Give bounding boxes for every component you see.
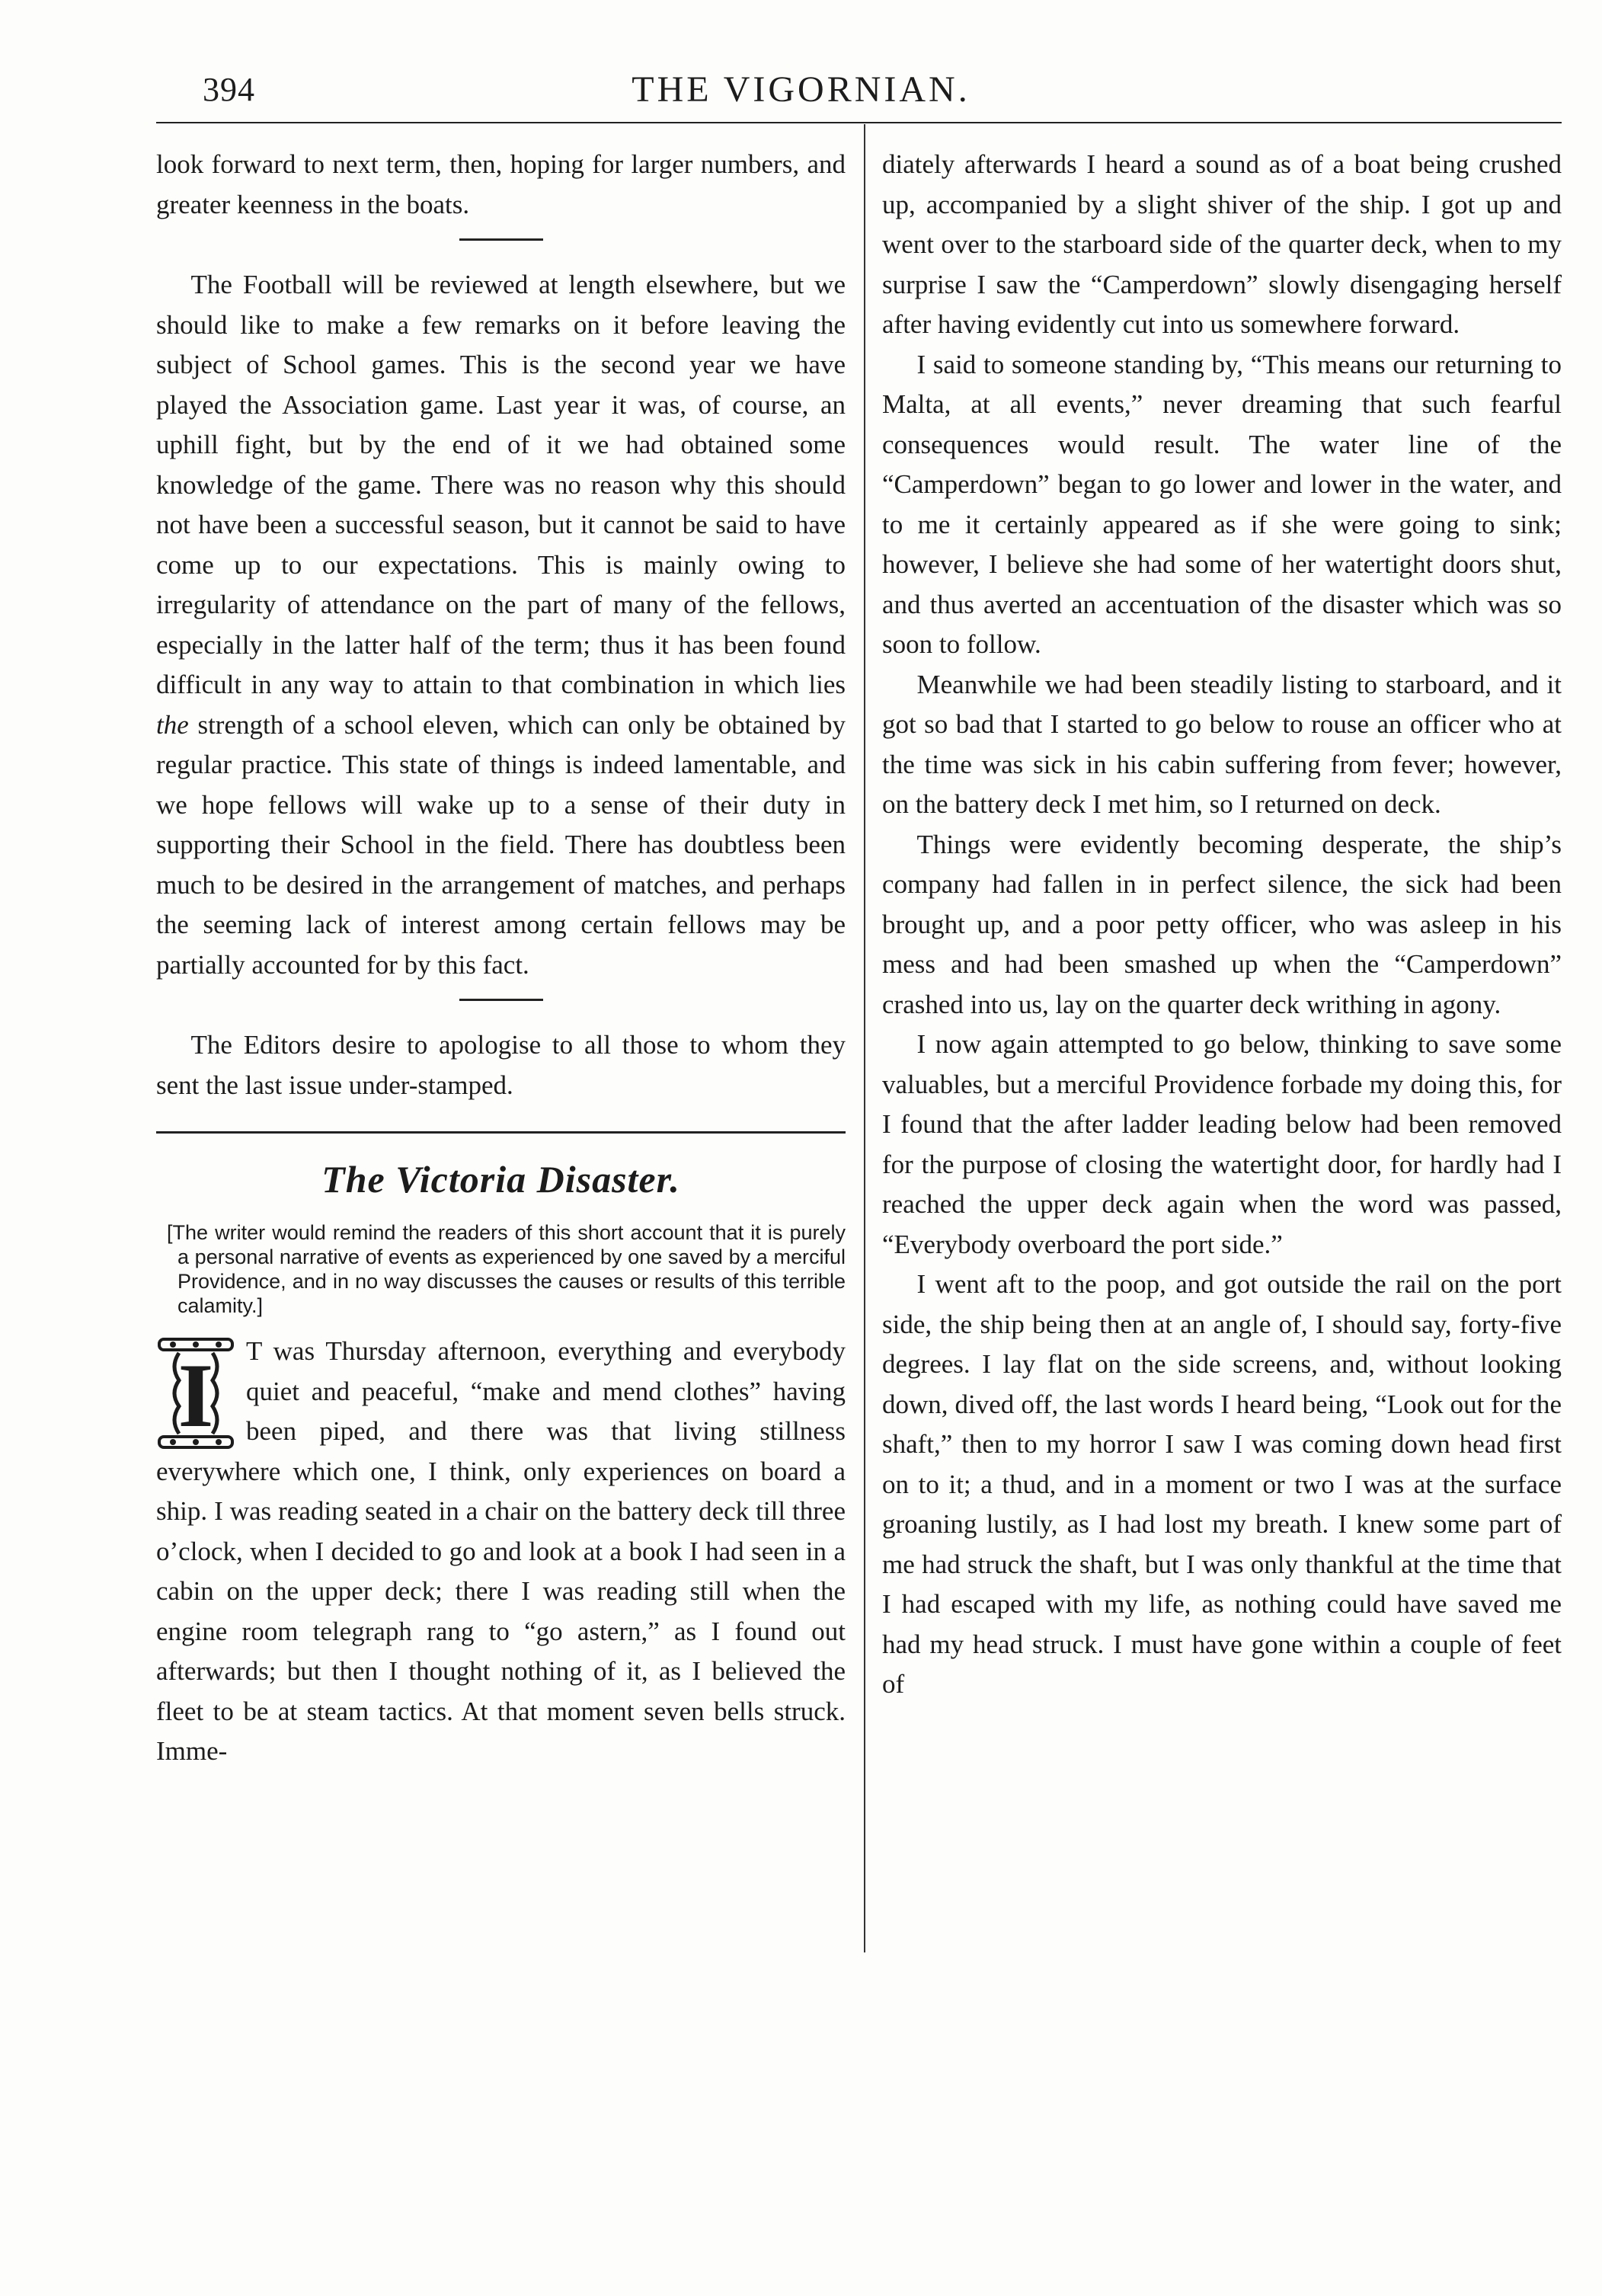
story-paragraph-4: Meanwhile we had been steadily listing to starboard, and it got so bad that I started to go below to rouse an officer who at the time was sick in his cabin suffering from fever; however, on the battery deck I met him, so I returned on deck. xyxy=(882,669,1562,819)
story-text-1: T was Thursday afternoon, everything and everybody quiet and peaceful, “make and mend clothes” having been piped, and there was that living stillness everywhere which one, I think, only experiences on board a ship. I was reading seated in a chair on the battery deck till three o’clock, when I decided to go and look at a book I had seen in a cabin on the upper deck; there I was reading still when the engine room telegraph rang to “go astern,” as I found out afterwards; but then I thought nothing of it, as I believed the fleet to be at steam tactics. At that moment seven bells struck. Imme- xyxy=(156,1336,846,1766)
page-number: 394 xyxy=(203,71,255,108)
dropcap-letter: I xyxy=(177,1345,214,1446)
story-paragraph-5: Things were evidently becoming desperate, the ship’s company had fallen in in perfect silence, the sick had been brought up, and a poor petty officer, who was asleep in his mess and had been smashed up when the “Camperdown” crashed into us, lay on the quarter deck writhing in agony. xyxy=(882,829,1562,1019)
paragraph-apology: The Editors desire to apologise to all those to whom they sent the last issue under-stamped. xyxy=(156,1030,846,1100)
football-text-a: The Football will be reviewed at length elsewhere, but we should like to make a few remarks on it before leaving the subject of School games. This is the second year we have played the Association game. Last year it was, of course, an uphill fight, but by the end of it we had obtained some knowledge of the game. There was no reason why this should not have been a successful season, but it cannot be said to have come up to our expectations. This is mainly owing to irregularity of attendance on the part of many of the fellows, especially in the latter half of the term; thus it has been found difficult in any way to attain to that combination in which lies xyxy=(156,270,846,699)
article-title: The Victoria Disaster. xyxy=(321,1158,680,1201)
story-paragraph-7: I went aft to the poop, and got outside the rail on the port side, the ship being then at an angle of, I should say, forty-five degrees. I lay flat on the side screens, and, without looking down, dived off, the last words I heard being, “Look out for the shaft,” then to my horror I saw I was coming down head first on to it; a thud, and in a moment or two I was at the surface groaning lustily, as I had lost my breath. I knew some part of me had struck the shaft, but I was only thankful at the time that I had escaped with my life, as nothing could have saved me had my head struck. I must have gone within a couple of feet of xyxy=(882,1269,1562,1699)
paragraph-football xyxy=(156,265,846,985)
story-paragraph-2: diately afterwards I heard a sound as of a boat being crushed up, accompanied by a slight shiver of the ship. I got up and went over to the starboard side of the quarter deck, when to my surprise I saw the “Camperdown” slowly disengaging herself after having evidently cut into us somewhere forward. xyxy=(882,149,1562,339)
paragraph-rowing-close: look forward to next term, then, hoping for larger numbers, and greater keenness in the boats. xyxy=(156,149,846,219)
short-divider xyxy=(459,238,543,241)
ornamental-dropcap-icon xyxy=(156,1336,235,1450)
football-text-b: strength of a school eleven, which can only be obtained by regular practice. This state of things is indeed lamentable, and we hope fellows will wake up to a sense of their duty in supporting their School in the field. There has doubtless been much to be desired in the arrangement of matches, and perhaps the seeming lack of interest among certain fellows may be partially accounted for by this fact. xyxy=(156,709,846,980)
short-divider xyxy=(459,999,543,1001)
story-paragraph-6: I now again attempted to go below, thinking to save some valuables, but a merciful Providence forbade my doing this, for I found that the after ladder leading below had been removed for the purpose of closing the watertight door, for hardly had I reached the upper deck again when the word was passed, “Everybody overboard the port side.” xyxy=(882,1029,1562,1259)
football-emphasis: the xyxy=(156,709,189,740)
story-paragraph-1 xyxy=(156,1332,846,1772)
section-divider xyxy=(156,1131,846,1134)
story-paragraph-3: I said to someone standing by, “This means our returning to Malta, at all events,” never dreaming that such fearful consequences would result. The water line of the “Camperdown” began to go lower and lower in the water, and to me it certainly appeared as if she were going to sink; however, I believe she had some of her watertight doors shut, and thus averted an accentuation of the disaster which was so soon to follow. xyxy=(882,349,1562,659)
left-column xyxy=(156,145,846,1772)
column-divider xyxy=(864,124,865,1952)
editor-note: [The writer would remind the readers of this short account that it is purely a personal narrative of events as experienced by one saved by a merciful Providence, and in no way discusses the causes or results of this terrible calamity.] xyxy=(167,1221,846,1317)
dropcap xyxy=(156,1336,235,1450)
running-title: THE VIGORNIAN. xyxy=(632,69,970,110)
header-rule xyxy=(156,122,1562,123)
right-column xyxy=(882,145,1562,1705)
